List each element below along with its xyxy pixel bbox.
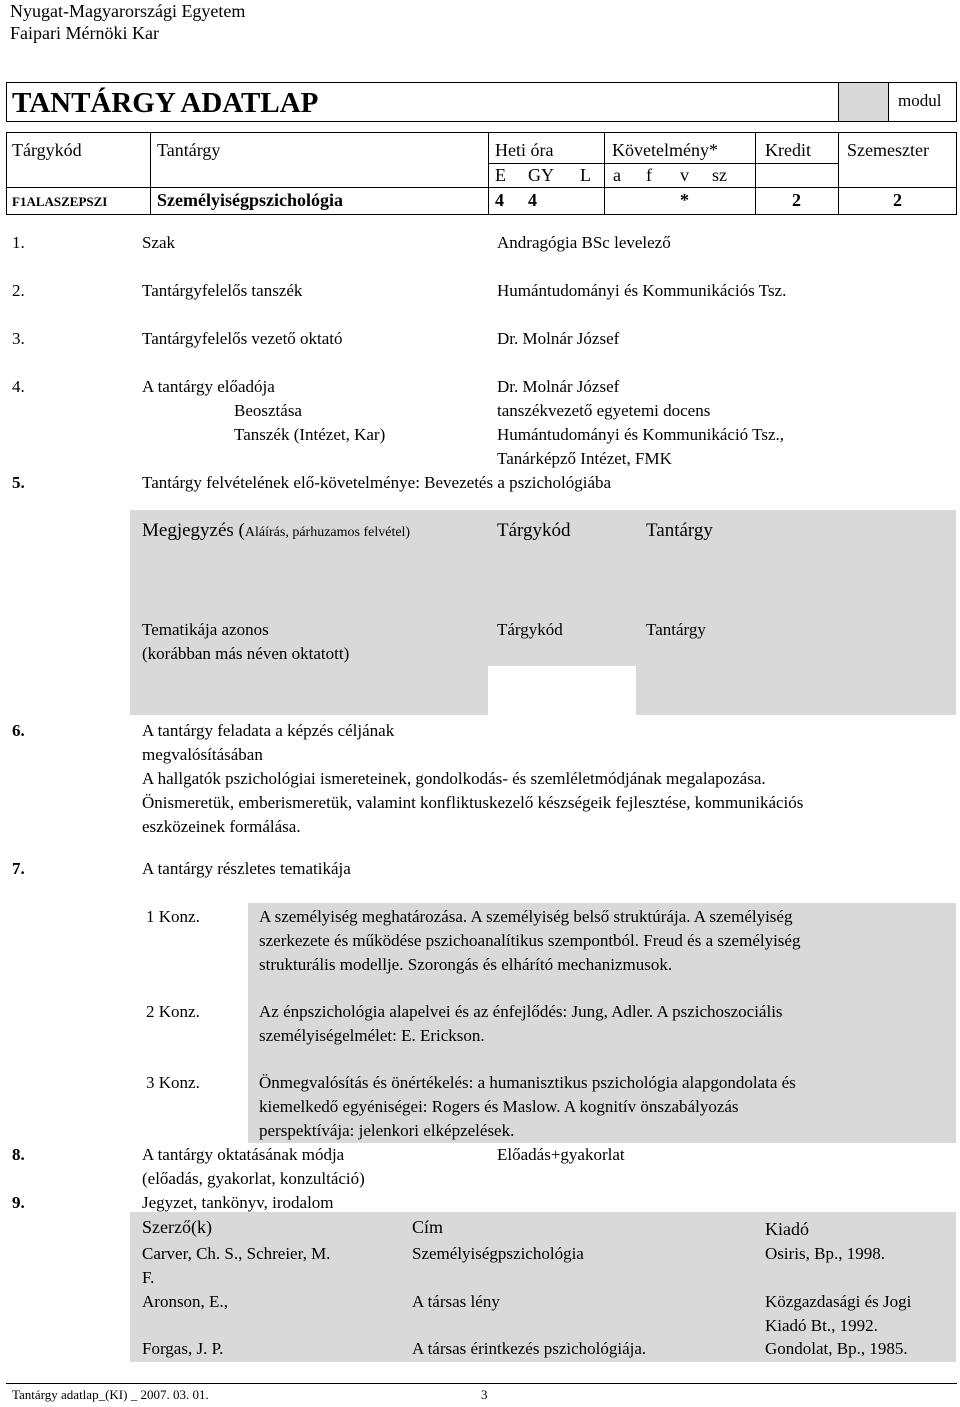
footer-page-number: 3 bbox=[481, 1387, 488, 1402]
lit-3-author: Forgas, J. P. bbox=[142, 1339, 224, 1358]
institute-value: Humántudományi és Kommunikáció Tsz., bbox=[497, 425, 784, 444]
topic-3-line-1: Önmegvalósítás és önértékelés: a humanisztikus pszichológia alapgondolata és bbox=[259, 1073, 796, 1092]
modul-label: modul bbox=[898, 91, 942, 110]
task-text-1: A hallgatók pszichológiai ismereteinek, gondolkodás- és szemléletmódjának megalapozása. bbox=[142, 769, 766, 788]
sub-v: v bbox=[680, 165, 689, 185]
lecturer-label: A tantárgy előadója bbox=[142, 377, 275, 396]
course-table bbox=[6, 132, 957, 215]
hours-E: 4 bbox=[495, 190, 504, 210]
lit-publisher-header: Kiadó bbox=[765, 1219, 809, 1239]
sub-GY: GY bbox=[528, 165, 554, 185]
topic-3-num: 3 Konz. bbox=[146, 1073, 200, 1092]
topic-2-num: 2 Konz. bbox=[146, 1002, 200, 1021]
lit-3-title: A társas érintkezés pszichológiája. bbox=[412, 1339, 647, 1358]
col-name: Tantárgy bbox=[157, 140, 221, 160]
department-label: Tantárgyfelelős tanszék bbox=[142, 281, 303, 300]
hours-GY: 4 bbox=[528, 190, 537, 210]
requirement-value: * bbox=[680, 190, 689, 210]
lit-1-publisher: Osiris, Bp., 1998. bbox=[765, 1244, 885, 1263]
item-8-number: 8. bbox=[12, 1145, 25, 1164]
lit-2-publisher: Közgazdasági és Jogi bbox=[765, 1292, 912, 1311]
same-code-cell bbox=[488, 666, 636, 715]
course-code: F1ALASZEPSZI bbox=[12, 194, 108, 209]
task-text-2: Önismeretük, emberismeretük, valamint konfliktuskezelő készségeik fejlesztése, kommunikációs bbox=[142, 793, 804, 812]
szak-value: Andragógia BSc levelező bbox=[497, 233, 671, 252]
position-value: tanszékvezető egyetemi docens bbox=[497, 401, 711, 420]
sub-L: L bbox=[580, 165, 591, 185]
sub-a: a bbox=[613, 165, 621, 185]
lead-value: Dr. Molnár József bbox=[497, 329, 620, 348]
semester-value: 2 bbox=[893, 190, 902, 210]
lit-1-author-2: F. bbox=[142, 1268, 155, 1287]
lit-1-title: Személyiségpszichológia bbox=[412, 1244, 584, 1263]
institute-label: Tanszék (Intézet, Kar) bbox=[234, 425, 386, 444]
prerequisite: Tantárgy felvételének elő-követelménye: Bevezetés a pszichológiába bbox=[142, 473, 612, 492]
szak-label: Szak bbox=[142, 233, 176, 252]
faculty-name: Faipari Mérnöki Kar bbox=[10, 23, 159, 43]
sub-sz: sz bbox=[712, 165, 727, 185]
topic-1-line-3: strukturális modellje. Szorongás és elhárító mechanizmusok. bbox=[259, 955, 673, 974]
col-hours: Heti óra bbox=[495, 140, 554, 160]
same-topic-label-2: (korábban más néven oktatott) bbox=[142, 644, 350, 663]
lit-3-publisher: Gondolat, Bp., 1985. bbox=[765, 1339, 908, 1358]
note-label: Megjegyzés (Aláírás, párhuzamos felvétel) bbox=[142, 520, 411, 541]
literature-label: Jegyzet, tankönyv, irodalom bbox=[142, 1193, 334, 1212]
institute-value-2: Tanárképző Intézet, FMK bbox=[497, 449, 672, 468]
same-topic-label: Tematikája azonos bbox=[142, 620, 269, 639]
lit-2-title: A társas lény bbox=[412, 1292, 500, 1311]
item-1-number: 1. bbox=[12, 233, 25, 252]
lead-label: Tantárgyfelelős vezető oktató bbox=[142, 329, 343, 348]
col-semester: Szemeszter bbox=[847, 140, 929, 160]
item-3-number: 3. bbox=[12, 329, 25, 348]
lit-1-author: Carver, Ch. S., Schreier, M. bbox=[142, 1244, 331, 1263]
sub-f: f bbox=[646, 165, 652, 185]
lit-title-header: Cím bbox=[412, 1217, 444, 1237]
method-label-2: (előadás, gyakorlat, konzultáció) bbox=[142, 1169, 365, 1188]
position-label: Beosztása bbox=[234, 401, 302, 420]
item-2-number: 2. bbox=[12, 281, 25, 300]
task-label-2: megvalósításában bbox=[142, 745, 263, 764]
lit-2-publisher-2: Kiadó Bt., 1992. bbox=[765, 1316, 878, 1335]
item-6-number: 6. bbox=[12, 721, 25, 740]
topic-1-line-1: A személyiség meghatározása. A személyiség belső struktúrája. A személyiség bbox=[259, 907, 793, 926]
method-value: Előadás+gyakorlat bbox=[497, 1145, 625, 1164]
note-name-header: Tantárgy bbox=[646, 520, 713, 541]
topic-3-line-2: kiemelkedő egyéniségei: Rogers és Maslow. A kognitív önszabályozás bbox=[259, 1097, 739, 1116]
university-name: Nyugat-Magyarországi Egyetem bbox=[10, 1, 246, 21]
department-value: Humántudományi és Kommunikációs Tsz. bbox=[497, 281, 787, 300]
topic-2-line-2: személyiségelmélet: E. Erickson. bbox=[259, 1026, 485, 1045]
item-4-number: 4. bbox=[12, 377, 25, 396]
note-code-header: Tárgykód bbox=[497, 520, 571, 541]
credit-value: 2 bbox=[792, 190, 801, 210]
lecturer-value: Dr. Molnár József bbox=[497, 377, 620, 396]
col-code: Tárgykód bbox=[12, 140, 82, 160]
modul-shade bbox=[838, 83, 888, 121]
same-code-header: Tárgykód bbox=[497, 620, 563, 639]
topic-1-line-2: szerkezete és működése pszichoanalítikus szempontból. Freud és a személyiség bbox=[259, 931, 801, 950]
task-text-3: eszközeinek formálása. bbox=[142, 817, 301, 836]
lit-author-header: Szerző(k) bbox=[142, 1217, 212, 1237]
item-7-number: 7. bbox=[12, 859, 25, 878]
task-label: A tantárgy feladata a képzés céljának bbox=[142, 721, 395, 740]
page-title: TANTÁRGY ADATLAP bbox=[12, 87, 319, 119]
item-9-number: 9. bbox=[12, 1193, 25, 1212]
same-name-header: Tantárgy bbox=[646, 620, 706, 639]
sub-E: E bbox=[495, 165, 506, 185]
course-name: Személyiségpszichológia bbox=[157, 190, 343, 210]
item-5-number: 5. bbox=[12, 473, 25, 492]
col-credit: Kredit bbox=[765, 140, 811, 160]
topic-2-line-1: Az énpszichológia alapelvei és az énfejlődés: Jung, Adler. A pszichoszociális bbox=[259, 1002, 783, 1021]
method-label: A tantárgy oktatásának módja bbox=[142, 1145, 345, 1164]
lit-2-author: Aronson, E., bbox=[142, 1292, 228, 1311]
col-requirement: Követelmény* bbox=[612, 140, 718, 160]
topic-3-line-3: perspektívája: jelenkori elképzelések. bbox=[259, 1121, 515, 1140]
topics-label: A tantárgy részletes tematikája bbox=[142, 859, 351, 878]
footer-doc-id: Tantárgy adatlap_(KI) _ 2007. 03. 01. bbox=[12, 1387, 209, 1402]
topic-1-num: 1 Konz. bbox=[146, 907, 200, 926]
